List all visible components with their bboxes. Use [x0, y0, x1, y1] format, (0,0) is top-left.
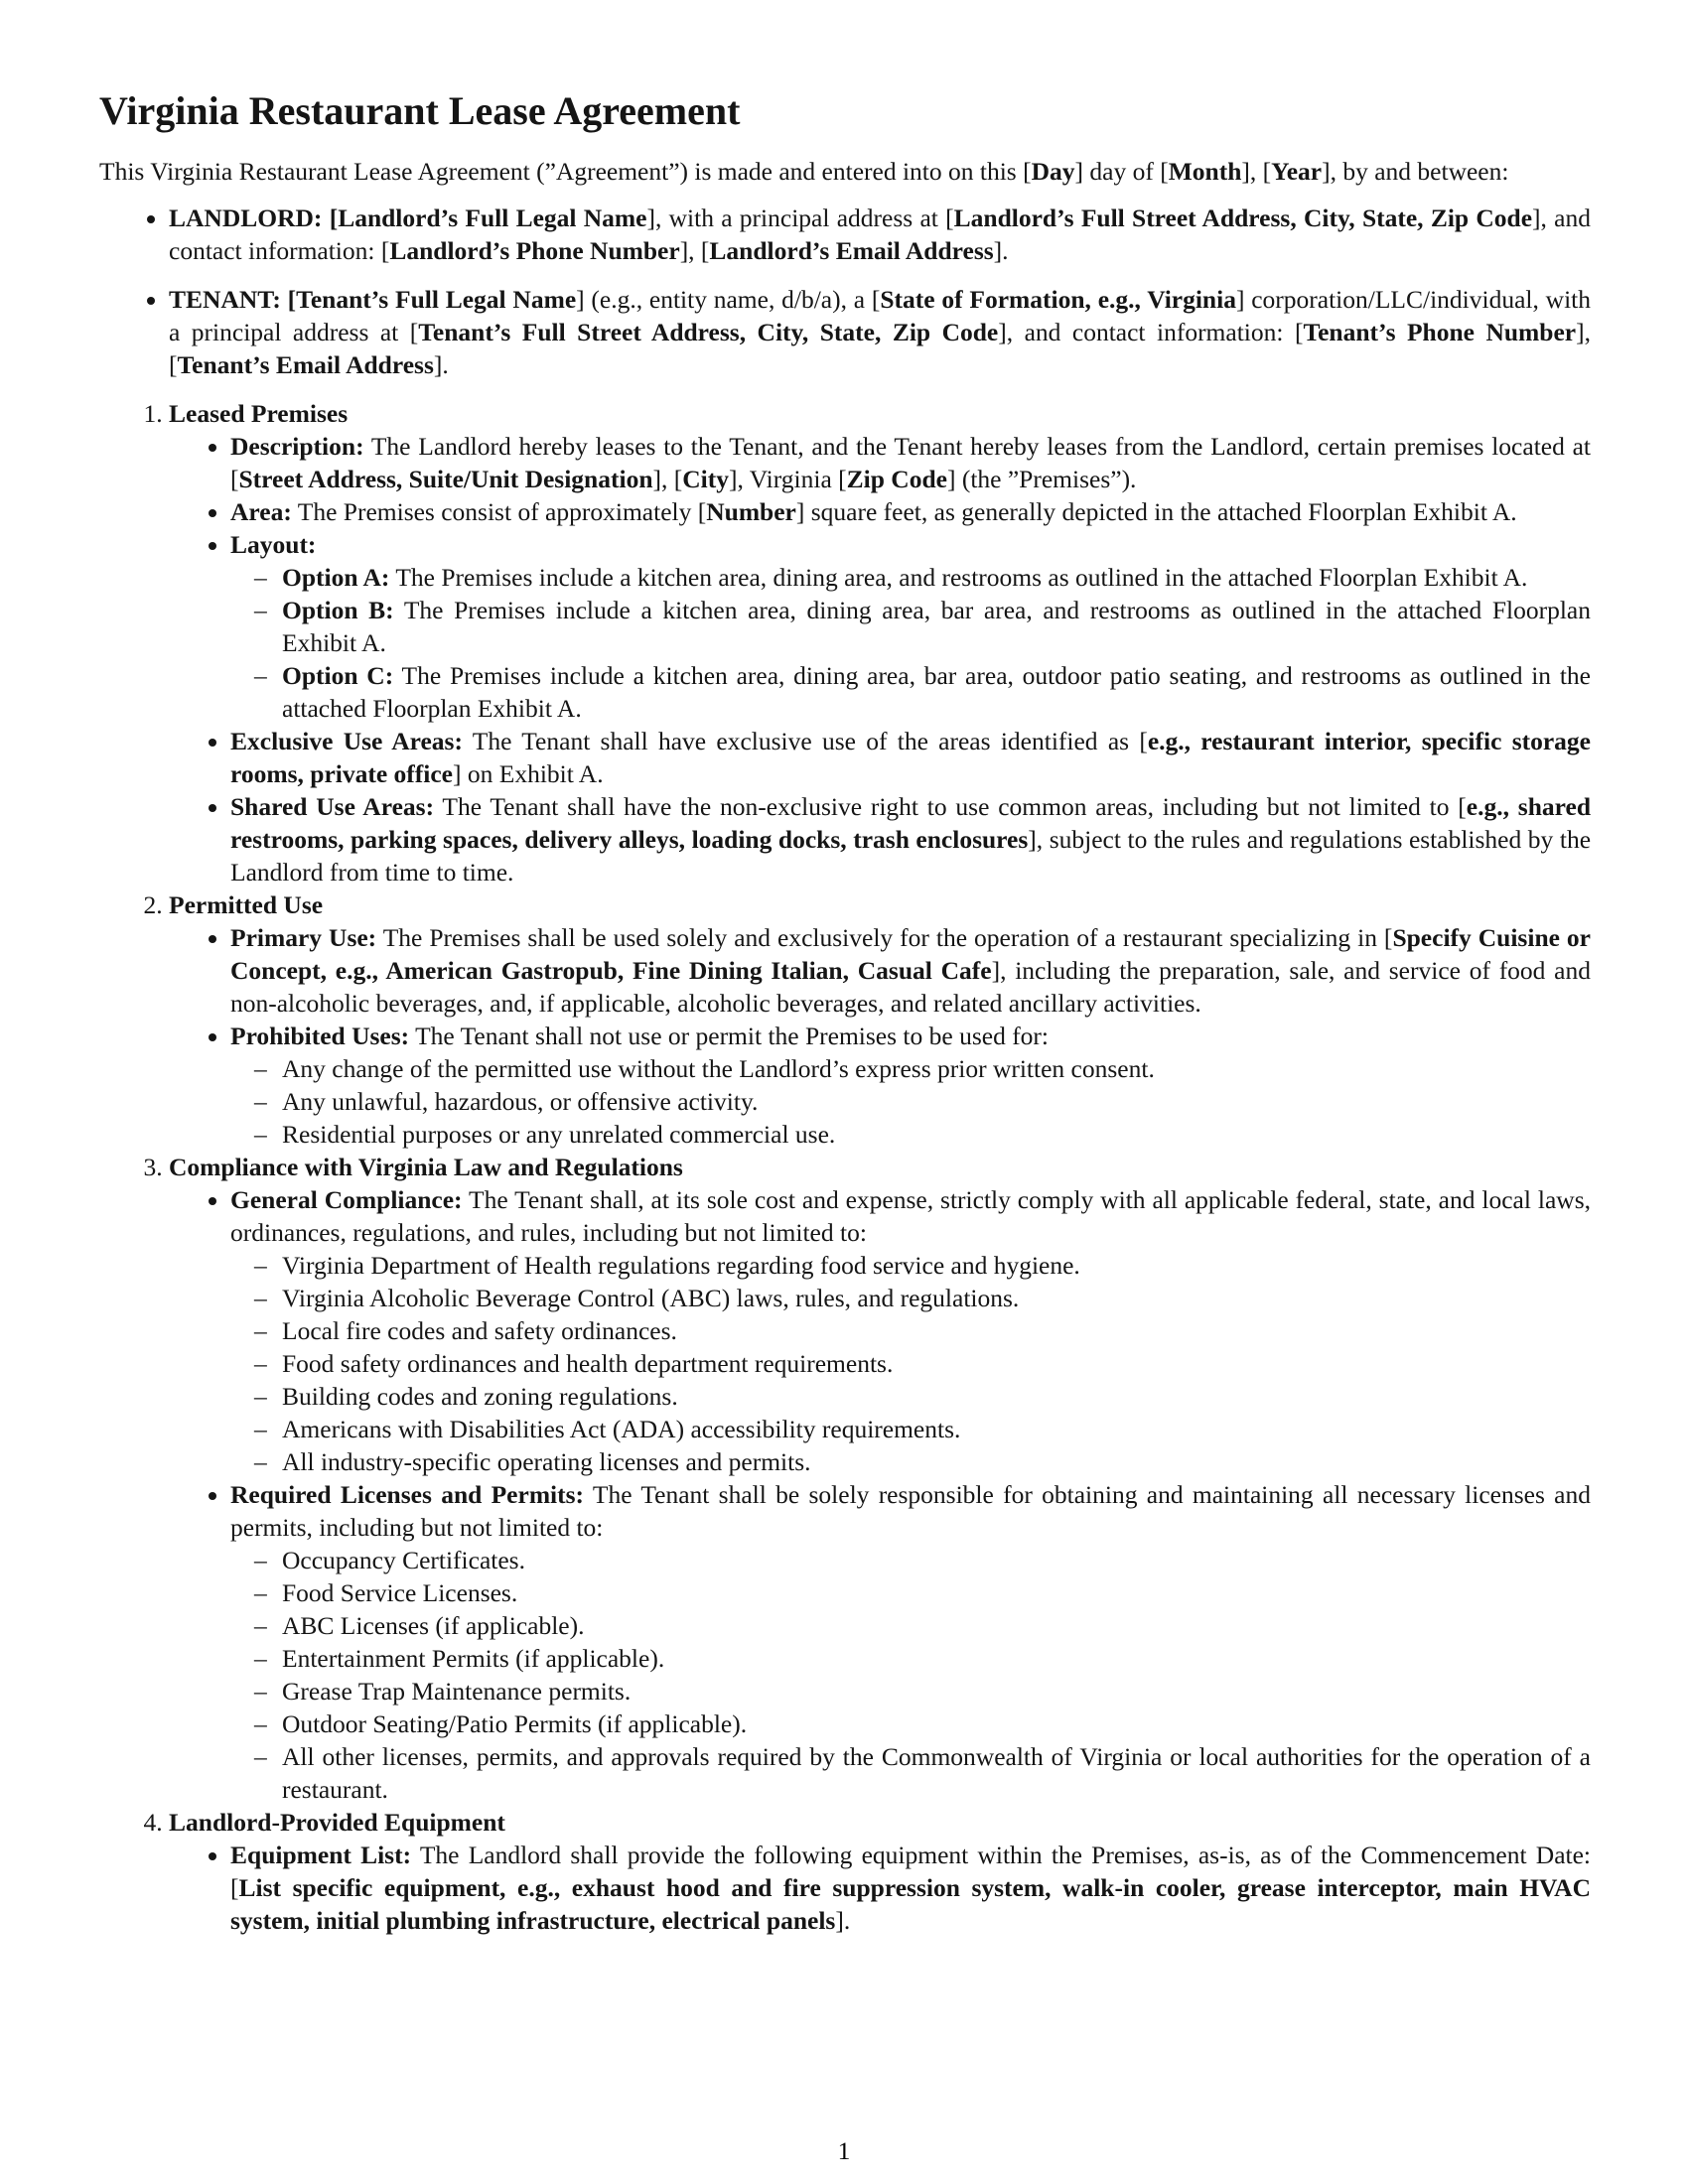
- layout-item: [230, 528, 1591, 725]
- section-title: Compliance with Virginia Law and Regulations: [169, 1153, 683, 1181]
- option-label: Option C:: [282, 661, 394, 690]
- tenant-email: Tenant’s Email Address: [177, 350, 434, 379]
- item-text: The Tenant shall not use or permit the Premises to be used for:: [409, 1022, 1050, 1050]
- landlord-text: ], and contact information: [: [169, 204, 1591, 265]
- tenant-state: State of Formation, e.g., Virginia: [880, 285, 1236, 314]
- section-items: [169, 921, 1591, 1151]
- intro-text: ] day of [: [1074, 157, 1169, 186]
- item-text: ], [: [652, 465, 683, 493]
- section-title: Permitted Use: [169, 890, 324, 919]
- item-label: Exclusive Use Areas:: [230, 727, 463, 755]
- list-item: – Virginia Alcoholic Beverage Control (ABC) laws, rules, and regulations.: [282, 1282, 1591, 1314]
- option-label: Option B:: [282, 596, 394, 624]
- list-item: – Any unlawful, hazardous, or offensive activity.: [282, 1085, 1591, 1118]
- item-text: ], Virginia [: [729, 465, 847, 493]
- tenant-label: TENANT:: [169, 285, 281, 314]
- cuisine-placeholder: Specify Cuisine or Concept, e.g., American Gastropub, Fine Dining Italian, Casual Cafe: [230, 923, 1591, 985]
- section-items: [169, 430, 1591, 888]
- description-item: [230, 430, 1591, 495]
- section-title: Leased Premises: [169, 399, 349, 428]
- item-label: Primary Use:: [230, 923, 377, 952]
- item-label: Required Licenses and Permits:: [230, 1480, 585, 1509]
- section-equipment: [169, 1806, 1591, 1937]
- list-item: – Americans with Disabilities Act (ADA) accessibility requirements.: [282, 1413, 1591, 1445]
- list-item: – Building codes and zoning regulations.: [282, 1380, 1591, 1413]
- equipment-placeholder: List specific equipment, e.g., exhaust hood and fire suppression system, walk-in cooler, grease interceptor, main HVAC system, initial plumbing infrastructure, electrical panels: [230, 1873, 1591, 1935]
- item-text: The Premises shall be used solely and exclusively for the operation of a restaurant specializing in [: [376, 923, 1393, 952]
- landlord-text: ], with a principal address at [: [646, 204, 954, 232]
- tenant-text: ], and contact information: [: [998, 318, 1304, 346]
- prohibited-uses-item: [230, 1020, 1591, 1151]
- section-compliance: [169, 1151, 1591, 1806]
- document-title: Virginia Restaurant Lease Agreement: [99, 88, 741, 133]
- layout-option: [282, 659, 1591, 725]
- item-label: Area:: [230, 497, 292, 526]
- number-placeholder: Number: [706, 497, 796, 526]
- area-item: [230, 495, 1591, 528]
- item-text: The Tenant shall have exclusive use of the areas identified as [: [462, 727, 1148, 755]
- layout-options: [230, 561, 1591, 725]
- day-placeholder: Day: [1031, 157, 1075, 186]
- item-text: The Landlord shall provide the following equipment within the Premises, as-is, as of the Commencement Date: [: [230, 1841, 1591, 1902]
- landlord-label: LANDLORD:: [169, 204, 323, 232]
- list-item: – Outdoor Seating/Patio Permits (if applicable).: [282, 1707, 1591, 1740]
- list-item: – All industry-specific operating licenses and permits.: [282, 1445, 1591, 1478]
- item-text: ] on Exhibit A.: [453, 759, 604, 788]
- landlord-text: ], [: [679, 236, 710, 265]
- list-item: – All other licenses, permits, and approvals required by the Commonwealth of Virginia or local authorities for the operation of a restaurant.: [282, 1740, 1591, 1806]
- layout-option: [282, 594, 1591, 659]
- list-item: – ABC Licenses (if applicable).: [282, 1609, 1591, 1642]
- item-text: ], subject to the rules and regulations established by the Landlord from time to time.: [230, 825, 1592, 887]
- zip-placeholder: Zip Code: [846, 465, 947, 493]
- item-label: Description:: [230, 432, 364, 461]
- item-text: ].: [835, 1906, 851, 1935]
- item-text: ] (the ”Premises”).: [946, 465, 1137, 493]
- list-item: – Food safety ordinances and health department requirements.: [282, 1347, 1591, 1380]
- bracket: [: [280, 285, 297, 314]
- intro-text: ], [: [1241, 157, 1272, 186]
- section-leased-premises: [169, 397, 1591, 888]
- list-item: – Any change of the permitted use without the Landlord’s express prior written consent.: [282, 1052, 1591, 1085]
- shared-areas-placeholder: e.g., shared restrooms, parking spaces, delivery alleys, loading docks, trash enclosures: [230, 792, 1591, 854]
- licenses-item: [230, 1478, 1591, 1806]
- intro-paragraph: [99, 155, 1591, 188]
- item-text: The Tenant shall have the non-exclusive right to use common areas, including but not limited to [: [434, 792, 1467, 821]
- section-items: [169, 1183, 1591, 1806]
- section-title: Landlord-Provided Equipment: [169, 1808, 505, 1837]
- section-permitted-use: [169, 888, 1591, 1151]
- tenant-text: ] (e.g., entity name, d/b/a), a [: [576, 285, 881, 314]
- option-text: The Premises include a kitchen area, dining area, bar area, outdoor patio seating, and restrooms as outlined in the attached Floorplan Exhibit A.: [282, 661, 1591, 723]
- general-compliance-item: [230, 1183, 1591, 1478]
- landlord-phone: Landlord’s Phone Number: [389, 236, 680, 265]
- item-text: The Tenant shall, at its sole cost and expense, strictly comply with all applicable federal, state, and local laws, ordinances, regulations, and rules, including but not limited to:: [230, 1185, 1592, 1247]
- layout-option: [282, 561, 1591, 594]
- bracket: [: [322, 204, 339, 232]
- licenses-list: [230, 1544, 1591, 1806]
- tenant-item: [169, 283, 1591, 381]
- parties-list: [99, 202, 1591, 381]
- intro-text: This Virginia Restaurant Lease Agreement (”Agreement”) is made and entered into on this [: [99, 157, 1032, 186]
- item-text: The Landlord hereby leases to the Tenant, and the Tenant hereby leases from the Landlord, certain premises located at [: [230, 432, 1591, 493]
- list-item: – Residential purposes or any unrelated commercial use.: [282, 1118, 1591, 1151]
- prohibited-list: [230, 1052, 1591, 1151]
- page-number: 1: [837, 2136, 851, 2165]
- landlord-name: Landlord’s Full Legal Name: [338, 204, 647, 232]
- item-text: ] square feet, as generally depicted in the attached Floorplan Exhibit A.: [795, 497, 1517, 526]
- primary-use-item: [230, 921, 1591, 1020]
- item-label: Equipment List:: [230, 1841, 412, 1869]
- item-text: The Premises consist of approximately [: [291, 497, 707, 526]
- item-text: ], including the preparation, sale, and service of food and non-alcoholic beverages, and, if applicable, alcoholic beverages, and related ancillary activities.: [230, 956, 1592, 1018]
- street-placeholder: Street Address, Suite/Unit Designation: [238, 465, 653, 493]
- landlord-item: [169, 202, 1591, 267]
- compliance-list: [230, 1249, 1591, 1478]
- section-items: [169, 1839, 1591, 1937]
- document-page: [99, 87, 1591, 1937]
- tenant-phone: Tenant’s Phone Number: [1303, 318, 1577, 346]
- item-label: General Compliance:: [230, 1185, 463, 1214]
- item-label: Shared Use Areas:: [230, 792, 435, 821]
- option-label: Option A:: [282, 563, 390, 592]
- tenant-text: ], [: [169, 318, 1591, 379]
- city-placeholder: City: [682, 465, 729, 493]
- list-item: – Entertainment Permits (if applicable).: [282, 1642, 1591, 1675]
- landlord-text: ].: [993, 236, 1009, 265]
- list-item: – Local fire codes and safety ordinances.: [282, 1314, 1591, 1347]
- shared-use-item: [230, 790, 1591, 888]
- list-item: – Food Service Licenses.: [282, 1576, 1591, 1609]
- option-text: The Premises include a kitchen area, dining area, and restrooms as outlined in the attached Floorplan Exhibit A.: [389, 563, 1528, 592]
- option-text: The Premises include a kitchen area, dining area, bar area, and restrooms as outlined in the attached Floorplan Exhibit A.: [282, 596, 1591, 657]
- list-item: – Grease Trap Maintenance permits.: [282, 1675, 1591, 1707]
- tenant-name: Tenant’s Full Legal Name: [296, 285, 577, 314]
- item-label: Prohibited Uses:: [230, 1022, 410, 1050]
- tenant-text: ].: [433, 350, 449, 379]
- year-placeholder: Year: [1271, 157, 1323, 186]
- tenant-address: Tenant’s Full Street Address, City, State, Zip Code: [418, 318, 999, 346]
- equipment-list-item: [230, 1839, 1591, 1937]
- exclusive-use-item: [230, 725, 1591, 790]
- landlord-email: Landlord’s Email Address: [709, 236, 994, 265]
- list-item: – Occupancy Certificates.: [282, 1544, 1591, 1576]
- intro-text: ], by and between:: [1322, 157, 1509, 186]
- sections-list: [99, 397, 1591, 1937]
- list-item: – Virginia Department of Health regulations regarding food service and hygiene.: [282, 1249, 1591, 1282]
- item-label: Layout:: [230, 530, 317, 559]
- tenant-text: ] corporation/LLC/individual, with a principal address at [: [169, 285, 1591, 346]
- landlord-address: Landlord’s Full Street Address, City, State, Zip Code: [953, 204, 1533, 232]
- month-placeholder: Month: [1168, 157, 1242, 186]
- exclusive-areas-placeholder: e.g., restaurant interior, specific storage rooms, private office: [230, 727, 1591, 788]
- item-text: The Tenant shall be solely responsible for obtaining and maintaining all necessary licenses and permits, including but not limited to:: [230, 1480, 1591, 1542]
